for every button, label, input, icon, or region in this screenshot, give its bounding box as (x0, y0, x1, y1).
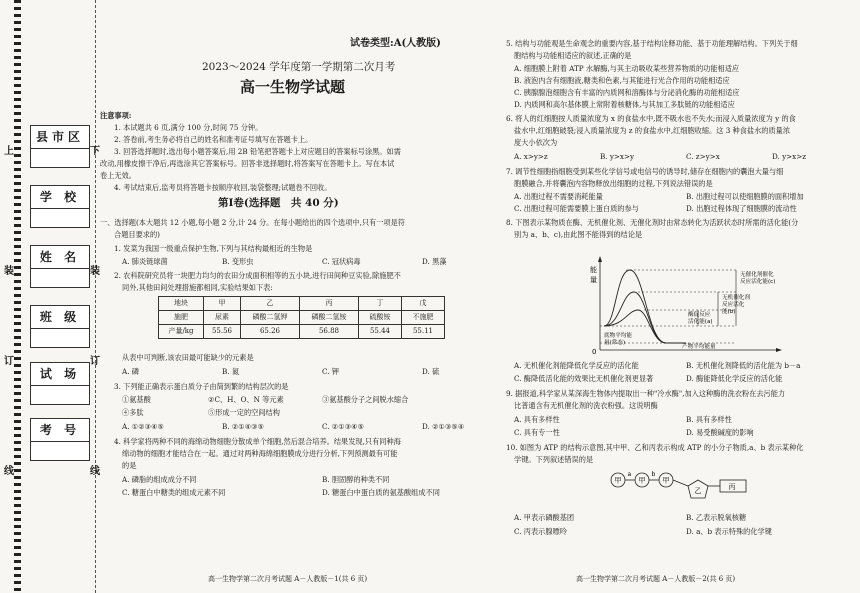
table-cell: 55.56 (204, 325, 241, 339)
part-intro: 一、选择题(本大题共 12 小题,每小题 2 分,计 24 分。在每小题给出的四个选项中,只有一项是符 (100, 218, 405, 227)
q4-option-a[interactable]: A. 磷脂的组成成分不同 (122, 475, 197, 484)
table-row (159, 325, 445, 339)
q4-option-b[interactable]: B. 胆固醇的种类不同 (322, 475, 390, 484)
table-cell: 地块 (159, 297, 204, 311)
q3-option-a[interactable]: A. ①②③④⑤ (122, 422, 164, 431)
table-cell: 甲 (204, 297, 241, 311)
q5-option-d[interactable]: D. 内质网和高尔基体膜上常附着核糖体,与其加工多肽链的功能相适应 (514, 100, 735, 109)
q10-stem: 10. 如图为 ATP 的结构示意图,其中甲、乙和丙表示构成 ATP 的小分子物质,a、b 表示某种化 (506, 443, 804, 452)
class-field[interactable] (30, 305, 90, 348)
q4-stem: 的是 (122, 461, 137, 470)
q4-option-c[interactable]: C. 糖蛋白中糖类的组成元素不同 (122, 488, 226, 497)
table-cell: 磷酸二氢钾 (241, 311, 300, 325)
q3-item: ④多肽 (122, 408, 144, 417)
table-row (159, 311, 445, 325)
q5-option-b[interactable]: B. 液泡内含有细胞液,糖类和色素,与其能进行光合作用的功能相适应 (514, 76, 730, 85)
activation-energy-diagram (586, 242, 786, 356)
q6-stem: 度大小依次为 (514, 138, 558, 147)
table-cell: 56.88 (300, 325, 359, 339)
q8-stem: 别为 a、b、c),由此图不能得到的结论是 (514, 230, 643, 239)
q5-option-c[interactable]: C. 胰腺腺泡细胞含有丰富的内质网和溶酶体与分泌消化酶的功能相适应 (514, 88, 740, 97)
q1-option-c[interactable]: C. 冠状病毒 (322, 257, 361, 266)
notes-title: 注意事项: (100, 111, 132, 120)
side-char: 下 (90, 146, 100, 157)
table-cell: 硫酸铵 (359, 311, 402, 325)
side-char: 订 (4, 356, 14, 367)
table-cell: 65.26 (241, 325, 300, 339)
q8-option-a[interactable]: A. 无机催化剂能降低化学反应的活化能 (514, 361, 639, 370)
note-line: 1. 本试题共 6 页,满分 100 分,时间 75 分钟。 (114, 123, 263, 132)
q1-option-d[interactable]: D. 黑藻 (422, 257, 447, 266)
label-b: 能(b) (722, 309, 736, 315)
q10-option-b[interactable]: B. 乙表示脱氧核糖 (686, 513, 747, 522)
y-axis-label: 量 (590, 276, 597, 284)
q2-stem: 2. 农科院研究员将一块肥力均匀的农田分成面积相等的五小块,进行田间种豆实验,除施肥不 (114, 271, 401, 280)
cut-line (95, 0, 96, 593)
q9-option-b[interactable]: B. 具有多样性 (686, 415, 732, 424)
origin-label: 0 (592, 348, 597, 356)
side-char: 订 (90, 356, 100, 367)
page-footer: 高一生物学第二次月考试题 A－人教版－2(共 6 页) (576, 575, 736, 583)
diagram-label: 乙 (694, 487, 702, 495)
q7-stem: 7. 调节性细胞指细胞受到某些化学信号或电信号的诱导时,储存在细胞内的囊泡大量与细 (506, 167, 784, 176)
label-product: 产物平均能量 (682, 344, 716, 350)
page-title: 高一生物学试题 (240, 78, 346, 96)
table-cell: 55.11 (402, 325, 445, 339)
q8-stem: 8. 下图表示某物质在酶、无机催化剂、无催化剂时由常态转化为活跃状态时所需的活化能(分 (506, 218, 799, 227)
field-label: 班 级 (31, 306, 89, 329)
label-b: 反应活化 (722, 302, 745, 308)
table-cell: 磷酸二氢铵 (300, 311, 359, 325)
q7-stem: 胞膜融合,并将囊泡内容物释放出细胞的过程,下列说法错误的是 (514, 179, 713, 188)
binding-stripe (14, 0, 21, 593)
side-char: 线 (4, 466, 14, 477)
paper-type: 试卷类型:A(人教版) (350, 38, 441, 49)
q8-option-b[interactable]: B. 无机催化剂降低的活化能为 b－a (686, 361, 801, 370)
q10-option-a[interactable]: A. 甲表示磷酸基团 (514, 513, 575, 522)
label-substrate: 底物平均能 (604, 333, 632, 339)
section-title: 第Ⅰ卷(选择题 共 40 分) (218, 197, 339, 209)
q2-stem: 同外,其他田间处理措施都相同,实验结果如下表: (122, 283, 273, 292)
table-cell: 尿素 (204, 311, 241, 325)
exam-room-field[interactable] (30, 362, 90, 405)
q3-item: ③氨基酸分子之间脱水缩合 (322, 395, 409, 404)
q2-option-b[interactable]: B. 氮 (222, 367, 240, 376)
exam-year: 2023～2024 学年度第一学期第二次月考 (202, 61, 396, 73)
q9-option-d[interactable]: D. 易受酸碱度的影响 (686, 428, 754, 437)
page-footer: 高一生物学第二次月考试题 A－人教版－1(共 6 页) (208, 575, 368, 583)
side-char: 装 (4, 266, 14, 277)
binding-strip (0, 0, 120, 593)
q10-option-d[interactable]: D. a、b 表示特殊的化学键 (686, 527, 772, 536)
label-b: 无机催化剂 (722, 295, 750, 301)
table-row (159, 297, 445, 311)
q3-item: ①氨基酸 (122, 395, 151, 404)
q2-stem2: 从表中可判断,该农田最可能缺少的元素是 (122, 353, 254, 362)
diagram-label: 甲 (662, 476, 670, 485)
q2-option-c[interactable]: C. 钾 (322, 367, 339, 376)
side-char: 线 (90, 466, 100, 477)
exam-number-field[interactable] (30, 418, 90, 461)
q2-option-a[interactable]: A. 磷 (122, 367, 139, 376)
q9-option-c[interactable]: C. 具有专一性 (514, 428, 560, 437)
q7-option-b[interactable]: B. 出胞过程可以使细胞膜的面积增加 (686, 192, 804, 201)
field-label: 考 号 (31, 419, 89, 442)
q10-option-c[interactable]: C. 丙表示腺嘌呤 (514, 527, 567, 536)
note-line: 4. 考试结束后,监考员将答题卡按顺序收回,装袋整理;试题卷不回收。 (114, 183, 332, 192)
note-line: 2. 答卷前,考生务必将自己的姓名和准考证号填写在答题卡上。 (114, 135, 313, 144)
table-cell: 不施肥 (402, 311, 445, 325)
q6-option-a[interactable]: A. x>y>z (514, 152, 548, 161)
field-label: 县市区 (31, 126, 89, 149)
label-substrate: 量(常态) (604, 340, 626, 346)
diagram-label: 甲 (638, 476, 646, 485)
q7-option-c[interactable]: C. 出胞过程可能需要膜上蛋白质的参与 (514, 204, 639, 213)
q1-stem: 1. 发菜为我国一级重点保护生物,下列与其结构最相近的生物是 (114, 244, 313, 253)
q3-item: ⑤形成一定的空间结构 (208, 408, 280, 417)
q5-option-a[interactable]: A. 细胞膜上附着 ATP 水解酶,与其主动吸收某些营养物质的功能相适应 (514, 64, 740, 73)
diagram-label: 丙 (728, 483, 736, 491)
q5-stem: 5. 结构与功能观是生命观念的重要内容,基于结构诠释功能、基于功能理解结构。下列关于细 (506, 39, 798, 48)
q3-option-d[interactable]: D. ②①③⑤④ (422, 422, 465, 431)
q9-option-a[interactable]: A. 具有多样性 (514, 415, 560, 424)
q6-option-c[interactable]: C. z>y>x (686, 152, 720, 161)
bond-label: a (627, 471, 632, 478)
q4-stem: 绵动物的细胞才能结合在一起。通过对两种海绵细胞膜成分进行分析,下列预测最有可能 (122, 449, 398, 458)
note-line: 改动,用橡皮擦干净后,再选涂其它答案标号。回答非选择题时,将答案写在答题卡上。写在本试 (100, 159, 395, 168)
table-cell: 戊 (402, 297, 445, 311)
table-cell: 丙 (300, 297, 359, 311)
side-char: 装 (90, 266, 100, 277)
county-field[interactable] (30, 125, 90, 168)
q6-option-d[interactable]: D. y>x>z (772, 152, 807, 161)
field-label: 试 场 (31, 363, 89, 386)
q2-option-d[interactable]: D. 硫 (422, 367, 440, 376)
label-c: 无催化剂催化 (740, 272, 774, 278)
q6-stem: 盐水中,红细胞破裂;浸入质量浓度为 z 的食盐水中,红细胞收缩。这 3 种食盐水的质量浓 (514, 126, 791, 135)
q8-option-c[interactable]: C. 酶降低活化能的效果比无机催化剂更显著 (514, 374, 654, 383)
part-intro: 合题目要求的) (114, 230, 160, 239)
note-line: 卷上无效。 (100, 171, 136, 180)
q6-stem: 6. 将人的红细胞按人质量浓度为 x 的食盐水中,既不吸水也不失水;而浸入质量浓度为 y 的食 (506, 114, 796, 123)
q3-option-c[interactable]: C. ②①③④⑤ (322, 422, 365, 431)
q7-option-a[interactable]: A. 出胞过程不需要消耗能量 (514, 192, 603, 201)
q3-stem: 3. 下列能正确表示蛋白质分子由简到繁的结构层次的是 (114, 382, 289, 391)
atp-structure-diagram (606, 468, 766, 508)
table-cell: 产量/kg (159, 325, 204, 339)
table-cell: 施肥 (159, 311, 204, 325)
q9-stem: 9. 据报道,科学家从某深海生物体内提取出一种"冷水酶",加入这种酶的洗衣粉在去污能力 (506, 389, 786, 398)
q7-option-d[interactable]: D. 出胞过程体现了细胞膜的流动性 (686, 204, 797, 213)
note-line: 3. 回答选择题时,选出每小题答案后,用 2B 铅笔把答题卡上对应题目的答案标号涂黑。如需 (114, 147, 401, 156)
field-label: 学 校 (31, 186, 89, 209)
q10-stem: 学键。下列叙述错误的是 (514, 455, 594, 464)
field-label: 姓 名 (31, 246, 89, 269)
q9-stem: 比普通含有无机催化剂的洗衣粉强。这说明酶 (514, 401, 658, 410)
table-cell: 55.44 (359, 325, 402, 339)
y-axis-label: 能 (590, 266, 597, 274)
q4-option-d[interactable]: D. 糖蛋白中蛋白质的氨基酸组成不同 (322, 488, 440, 497)
side-char: 上 (4, 146, 14, 157)
name-field[interactable] (30, 245, 90, 288)
bond-label: b (651, 471, 656, 478)
label-a: 活化能(a) (688, 319, 713, 325)
school-field[interactable] (30, 185, 90, 228)
label-c: 反应活化能(c) (740, 279, 776, 285)
yield-table (158, 296, 445, 339)
q8-option-d[interactable]: D. 酶能降低化学反应的活化能 (686, 374, 783, 383)
q3-option-b[interactable]: B. ②①④③⑤ (222, 422, 265, 431)
q3-item: ②C、H、O、N 等元素 (208, 395, 284, 404)
q1-option-b[interactable]: B. 变形虫 (222, 257, 254, 266)
q1-option-a[interactable]: A. 肺炎链球菌 (122, 257, 168, 266)
label-a: 酶促反应 (688, 312, 711, 318)
table-cell: 丁 (359, 297, 402, 311)
q4-stem: 4. 科学家将两种不同的海绵动物细胞分散成单个细胞,然后混合培养。结果发现,只有同种海 (114, 437, 401, 446)
q5-stem: 胞结构与功能相适应的叙述,正确的是 (514, 51, 632, 60)
q6-option-b[interactable]: B. y>x>y (600, 152, 635, 161)
diagram-label: 甲 (614, 476, 622, 485)
table-cell: 乙 (241, 297, 300, 311)
